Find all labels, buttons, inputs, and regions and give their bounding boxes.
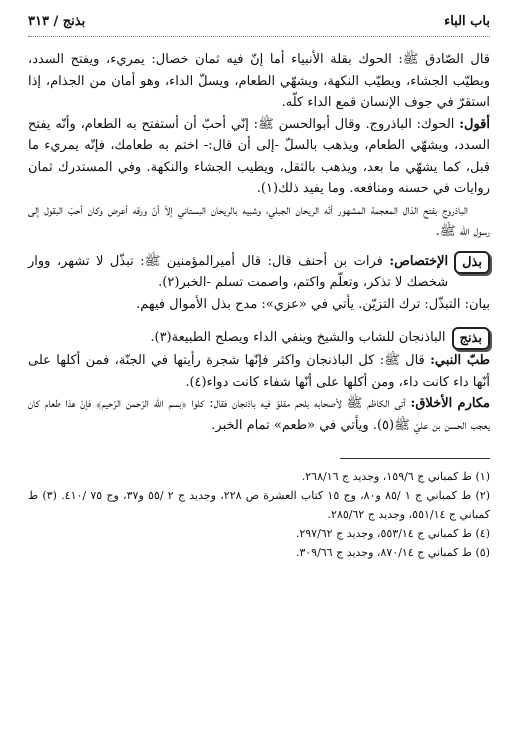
paragraph-tibb: طبّ النبي: قال ﷺ: كل الباذنجان واكثر فإنّها شجرة رأيتها في الجنّة، فمن أكلها على أنّها داء كانت داء، ومن أكلها على أنّها شفاء كانت دواء(٤). [28, 353, 490, 390]
entry-badge-badhinj: بذنج [452, 327, 490, 350]
makarim-label: مكارم الأخلاق: [410, 396, 490, 411]
footnote-4: (٤) ط كمباني ج ٥٥٣/١٤، وجديد ج ٢٩٧/٦٢. [295, 527, 490, 540]
running-header [28, 14, 490, 37]
badhinj-intro: الباذنجان للشاب والشيخ وينفي الداء ويصلح الطبيعة(٣). [150, 330, 446, 345]
entry-badal [28, 251, 490, 294]
entry-badge-badal: بذل [454, 251, 490, 274]
entry-badhinj [28, 327, 490, 350]
paragraph-badhruj: الباذروج بفتح الذال المعجمة المشهور أنّه الريحان الجبلي، وشبيه بالريحان البستاني إلاّ أنّ ورقه أعرض وكان أحبّ البقول إلى رسول الله ﷺ. [28, 202, 490, 239]
footnote-separator [340, 458, 490, 459]
footnote-2-3: (٢) ط كمباني ج ١ /٨٥ و٨٠، وج ١٥ كتاب العشرة ص ٢٢٨، وجديد ج ٢ /٥٥ و٣٧، وج ٧٥ /٤١٠. (٣) ط كمباني ج ٥٥١/١٤، وجديد ج ٢٨٥/٦٢. [28, 489, 490, 521]
footnote-1: (١) ط كمباني ج ١٥٩/٦، وجديد ج ٢٦٨/١٦. [301, 470, 490, 483]
tibb-label: طبّ النبي: [430, 353, 490, 368]
badal-text: الإختصاص: فرات بن أحنف قال: قال أميرالمؤمنين ﷺ: تبذّل لا تشهر، ووار شخصك لا تذكر، وتعلّم واكتم، واصمت تسلم -الخبر(٢). [28, 253, 449, 290]
footnote-5: (٥) ط كمباني ج ٨٧٠/١٤، وجديد ج ٣٠٩/٦٦. [295, 546, 490, 559]
page-number: بذنج / ٣١٣ [28, 14, 86, 29]
paragraph-makarim: مكارم الأخلاق: أتى الكاظم ﷺ لأصحابه بلحم مقلوّ فيه باذنجان فقال: كلوا ﴿بسم الله الرّحمن الرّحيم﴾ فإنّ هذا طعام كان يعجب الحسن بن عليّ ﷺ(٥). ويأتي في «طعم» تمام الخبر. [28, 396, 490, 433]
paragraph-sadiq: قال الصّادق ﷺ: الحوك بقلة الأنبياء أما إنّ فيه ثمان خصال: يمريء، ويفتح السدد، ويطيّب الجشاء، ويطيّب النكهة، ويشهّي الطعام، ويسلّ الداء، وهو أمان من الجذام، إذا استقرّ في جوف الإنسان قمع الداء كلّه. [28, 52, 490, 110]
paragraph-aqul [28, 114, 490, 200]
badal-note: بيان: التبذّل: ترك التزيّن. يأتي في «عزي»: مدح بذل الأموال فيهم. [136, 296, 490, 312]
badal-source: الإختصاص: [389, 253, 449, 269]
aqul-label: أقول: [459, 116, 490, 132]
aqul-text: الحوك: الباذروج. وقال أبوالحسن ﷺ: إنّي أحبّ أن أستفتح به الطعام، وأنّه يفتح السدد، ويشهّي الطعام، ويذهب بالسلّ -إلى أن قال:- اختم به طعامك، فإنّه يمريء ما قبل، كما يشهّي ما بعد، ويذهب بالثقل، ويطيب الجشاء والنكهة. وفي المستدرك ثمان روايات في حسنه ومنافعه. وما يفيد ذلك(١). [28, 116, 490, 196]
chapter-title: باب الباء [444, 14, 490, 29]
